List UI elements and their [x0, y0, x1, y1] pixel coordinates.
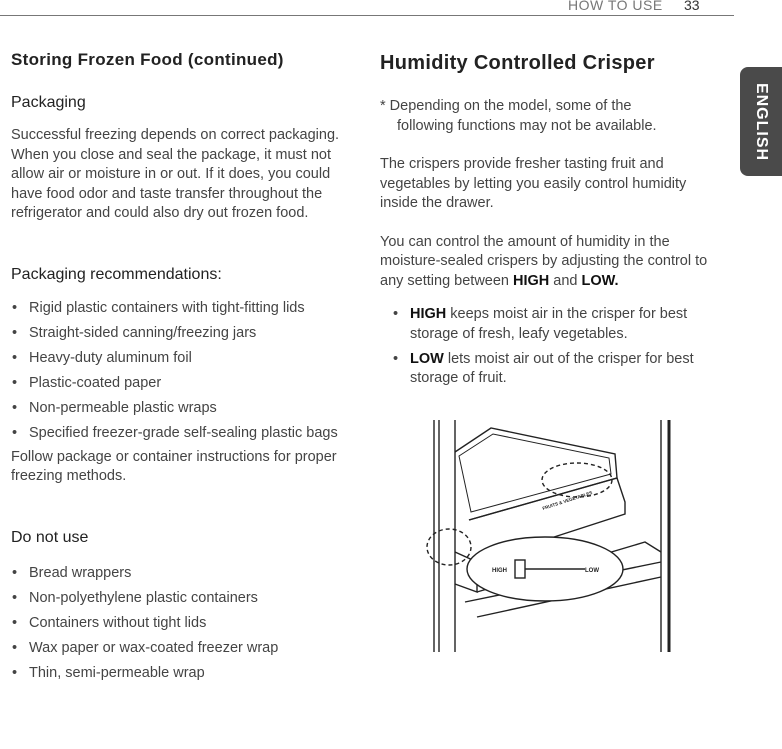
list-item: • Specified freezer-grade self-sealing plastic bags: [11, 424, 351, 444]
left-column: [11, 50, 351, 689]
section-title-humidity-crisper: Humidity Controlled Crisper: [380, 52, 655, 74]
slider-label-high: HIGH: [492, 568, 507, 574]
list-item: • Bread wrappers: [11, 564, 351, 584]
list-item-low: [392, 350, 725, 389]
model-note-line2: following functions may not be available.: [397, 117, 657, 134]
slider-label-low: LOW: [585, 568, 599, 574]
crisper-illustration: [425, 412, 680, 657]
list-item: • Plastic-coated paper: [11, 374, 351, 394]
keyword-high: HIGH: [513, 272, 550, 289]
crisper-intro-paragraph: The crispers provide fresher tasting fruit and vegetables by letting you easily control humidity inside the drawer.: [380, 156, 687, 211]
drawer-lid: [455, 428, 617, 520]
heading-packaging: Packaging: [11, 94, 86, 111]
slider-knob: [515, 560, 525, 578]
heading-packaging-recommendations: Packaging recommendations:: [11, 265, 222, 283]
header-rule: [0, 15, 734, 16]
heading-do-not-use: Do not use: [11, 528, 89, 546]
bullet-keyword-high: HIGH: [410, 306, 447, 322]
list-item: • Wax paper or wax-coated freezer wrap: [11, 639, 351, 659]
list-item: • Non-polyethylene plastic containers: [11, 589, 351, 609]
language-tab: [740, 67, 782, 176]
bullet-text-high: keeps moist air in the crisper for best storage of fresh, leafy vegetables.: [410, 306, 688, 342]
list-item: • Non-permeable plastic wraps: [11, 399, 351, 419]
bullet-text-low: lets moist air out of the crisper for best storage of fruit.: [410, 350, 694, 386]
list-item: • Straight-sided canning/freezing jars: [11, 324, 351, 344]
do-not-use-list: [11, 564, 351, 684]
callout-circle-top: [542, 463, 612, 497]
humidity-control-text: You can control the amount of humidity in the moisture-sealed crispers by adjusting the control to any setting between: [380, 233, 708, 289]
packaging-paragraph: Successful freezing depends on correct packaging. When you close and seal the package, it must not allow air or moisture in or out. If it does, you could have food odor and taste transfer throughout the refrigerator and could also dry out frozen food.: [11, 127, 340, 221]
list-item-high: [392, 305, 725, 344]
drawer-glass: [459, 434, 611, 512]
section-title-storing-frozen-food: Storing Frozen Food (continued): [11, 50, 284, 69]
right-column: [380, 52, 725, 394]
header-section-title: HOW TO USE: [568, 0, 663, 13]
keyword-low: LOW.: [581, 272, 619, 289]
page-number: 33: [684, 0, 700, 13]
recommendations-list: [11, 299, 351, 444]
humidity-control-paragraph: [380, 233, 725, 292]
list-item: • Heavy-duty aluminum foil: [11, 349, 351, 369]
language-tab-label: ENGLISH: [753, 82, 770, 161]
list-item: • Containers without tight lids: [11, 614, 351, 634]
bullet-keyword-low: LOW: [410, 350, 444, 367]
list-item: • Rigid plastic containers with tight-fitting lids: [11, 299, 351, 319]
humidity-setting-list: [380, 305, 725, 389]
list-item: • Thin, semi-permeable wrap: [11, 664, 351, 684]
follow-instructions-paragraph: Follow package or container instructions for proper freezing methods.: [11, 448, 337, 484]
conjunction-and: and: [549, 272, 582, 289]
model-note-line1: * Depending on the model, some of the: [380, 98, 632, 114]
drawer-label: FRUITS & VEGETABLES: [541, 490, 593, 511]
